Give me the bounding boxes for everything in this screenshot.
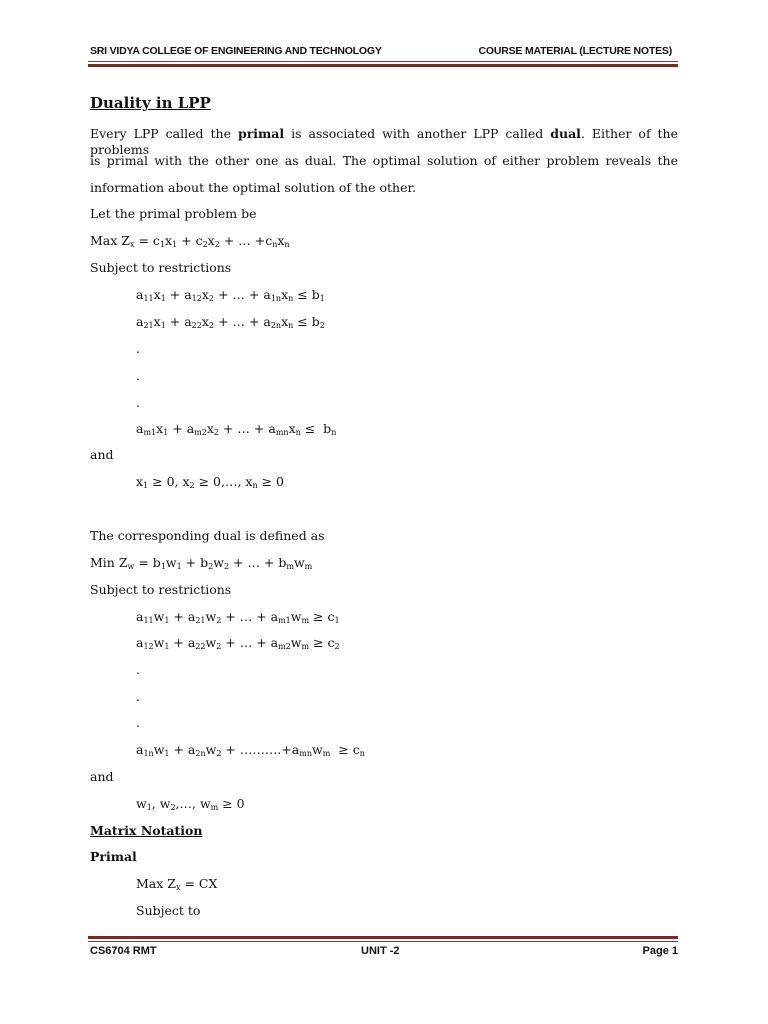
page-number: Page 1 xyxy=(642,945,678,957)
primal-heading: Primal xyxy=(90,849,137,864)
ellipsis-dot: . xyxy=(136,715,140,730)
dual-constraint-1: $a_{11}w_1 + a_{21}w_2$ + … + $a_{m1}w_m \ge c_1$ xyxy=(136,609,340,625)
primal-and: and xyxy=(90,447,114,462)
primal-nonnegativity: $x_1 \ge 0$, $x_2$ ≥ 0,…, $x_n \ge 0$ xyxy=(136,474,284,490)
unit-label: UNIT -2 xyxy=(361,945,400,957)
dual-objective: Min $Z_w = b_1w_1 + b_2w_2$ + … + $b_mw_m$ xyxy=(90,555,313,571)
ellipsis-dot: . xyxy=(136,662,140,677)
primal-objective: Max $Z_x = c_1x_1 + c_2x_2$ + … $+c_nx_n$ xyxy=(90,233,290,249)
dual-and: and xyxy=(90,769,114,784)
college-name: SRI VIDYA COLLEGE OF ENGINEERING AND TECHNOLOGY xyxy=(90,45,382,57)
primal-intro: Let the primal problem be xyxy=(90,206,257,221)
matrix-objective: Max $Z_x$ = CX xyxy=(136,876,218,892)
matrix-subject-to: Subject to xyxy=(136,903,201,918)
intro-line-1: Every LPP called the primal is associated with another LPP called dual. Either of the problems xyxy=(90,126,679,157)
ellipsis-dot: . xyxy=(136,689,140,704)
intro-line-2: is primal with the other one as dual. The optimal solution of either problem reveals the xyxy=(90,153,678,168)
course-code: CS6704 RMT xyxy=(90,945,157,957)
ellipsis-dot: . xyxy=(136,341,140,356)
dual-constraint-n: $a_{1n}w_1 + a_{2n}w_2$ + $\dots\dots\dots.+a_{mn}w_m \ge c_n$ xyxy=(136,742,365,758)
footer-rule-thin xyxy=(88,941,678,942)
header-rule-thin xyxy=(88,61,678,62)
ellipsis-dot: . xyxy=(136,368,140,383)
footer-rule-thick xyxy=(88,936,678,939)
dual-intro: The corresponding dual is defined as xyxy=(90,528,325,543)
primal-constraint-2: $a_{21}x_1 + a_{22}x_2$ + … + $a_{2n}x_n \le b_2$ xyxy=(136,314,325,330)
dual-subject-to: Subject to restrictions xyxy=(90,582,232,597)
material-label: COURSE MATERIAL (LECTURE NOTES) xyxy=(478,45,672,57)
header-rule-thick xyxy=(88,64,678,67)
primal-constraint-1: $a_{11}x_1 + a_{12}x_2$ + … + $a_{1n}x_n \le b_1$ xyxy=(136,287,325,303)
primal-word: primal xyxy=(237,126,285,141)
dual-nonnegativity: $w_1$, $w_2,\dots$, $w_m \ge 0$ xyxy=(136,796,245,812)
dual-constraint-2: $a_{12}w_1 + a_{22}w_2$ + … + $a_{m2}w_m \ge c_2$ xyxy=(136,635,340,651)
matrix-notation-heading: Matrix Notation xyxy=(90,823,203,838)
page-title: Duality in LPP xyxy=(90,94,211,112)
ellipsis-dot: . xyxy=(136,395,140,410)
intro-line-3: information about the optimal solution of the other. xyxy=(90,180,417,195)
primal-subject-to: Subject to restrictions xyxy=(90,260,232,275)
dual-word: dual xyxy=(550,126,581,141)
primal-constraint-m: $a_{m1}x_1 + a_{m2}x_2$ + … + $a_{mn}x_n \le b_n$ xyxy=(136,421,337,437)
